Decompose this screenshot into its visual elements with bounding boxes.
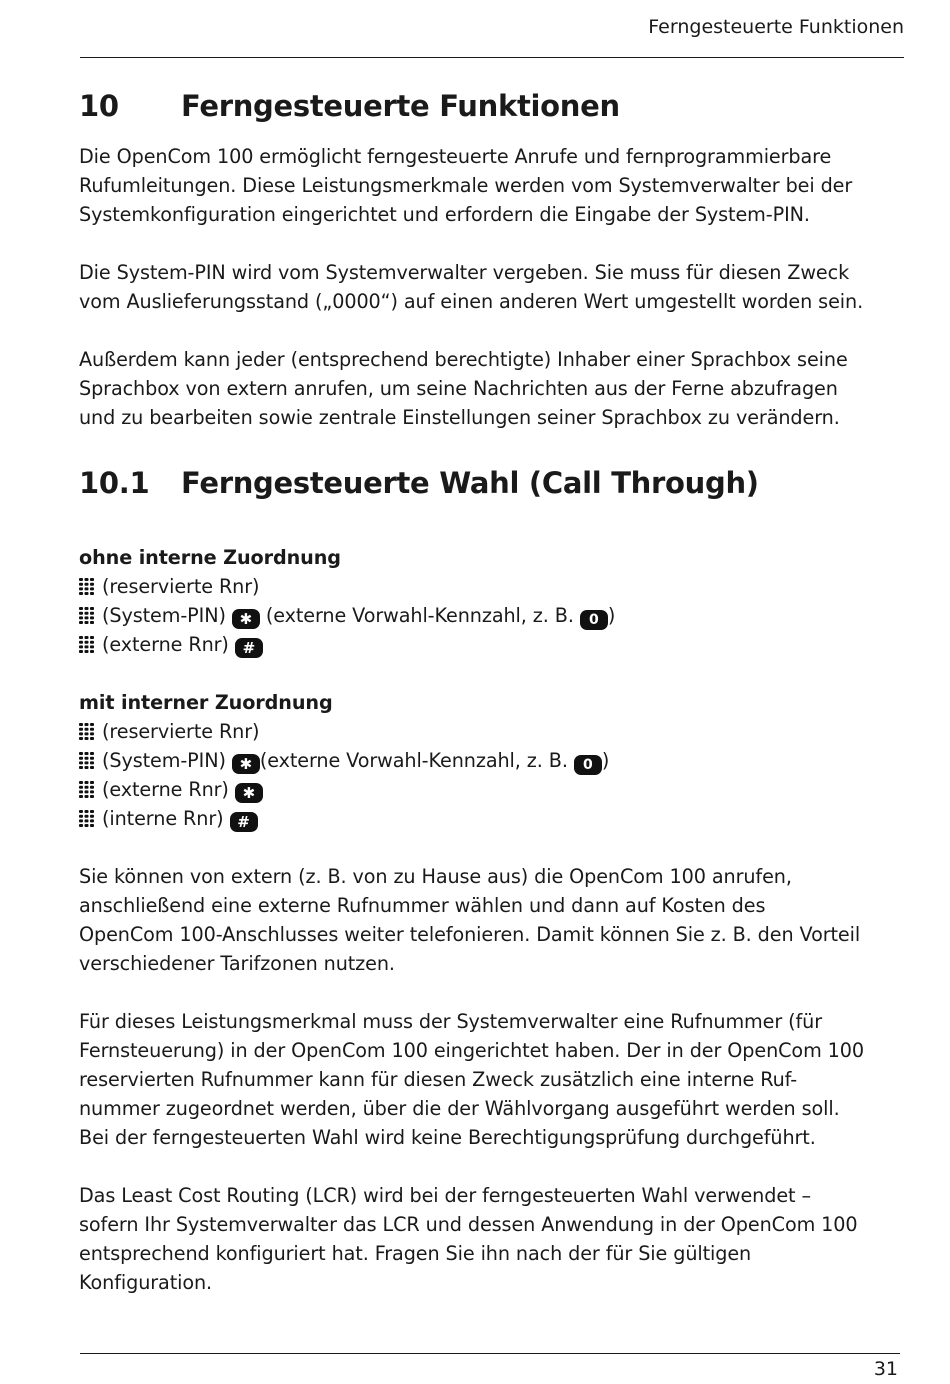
text-line: Für dieses Leistungsmerkmal muss der Systemverwalter eine Rufnummer (für [79, 1010, 823, 1033]
text-line: entsprechend konfiguriert hat. Fragen Sie ihn nach der für Sie gültigen [79, 1242, 752, 1265]
keypad-icon [79, 636, 94, 653]
chapter-paragraph-3 [79, 345, 909, 432]
text-line: Sie können von extern (z. B. von zu Hause aus) die OpenCom 100 anrufen, [79, 865, 792, 888]
dial-text: (reservierte Rnr) [102, 575, 260, 598]
section-number: 10.1 [79, 466, 150, 500]
chapter-number: 10 [79, 89, 119, 123]
zero-key-icon: 0 [574, 755, 602, 775]
text-line: Die System-PIN wird vom Systemverwalter vergeben. Sie muss für diesen Zweck [79, 261, 850, 284]
chapter-title: Ferngesteuerte Funktionen [181, 89, 620, 123]
dial-text: (externe Vorwahl-Kennzahl, z. B. [265, 604, 574, 627]
text-line: Das Least Cost Routing (LCR) wird bei der ferngesteuerten Wahl verwendet – [79, 1184, 811, 1207]
dial-line [79, 630, 909, 659]
text-line: und zu bearbeiten sowie zentrale Einstellungen seiner Sprachbox zu verändern. [79, 406, 840, 429]
dial-text: (externe Vorwahl-Kennzahl, z. B. [259, 749, 568, 772]
block-heading: ohne interne Zuordnung [79, 546, 341, 569]
text-line: vom Auslieferungsstand („0000“) auf einen anderen Wert umgestellt worden sein. [79, 290, 864, 313]
keypad-icon [79, 810, 94, 827]
text-line: reservierten Rufnummer kann für diesen Zweck zusätzlich eine interne Ruf- [79, 1068, 798, 1091]
dial-text: ) [601, 749, 610, 772]
dial-line [79, 717, 909, 746]
dial-text: (System-PIN) [102, 749, 226, 772]
header-rule [80, 57, 904, 58]
section-paragraph-2 [79, 1007, 909, 1152]
chapter-paragraph-1 [79, 142, 909, 229]
dial-text: (reservierte Rnr) [102, 720, 260, 743]
dial-text: (interne Rnr) [102, 807, 224, 830]
text-line: Konfiguration. [79, 1271, 213, 1294]
dial-text: (externe Rnr) [102, 778, 229, 801]
keypad-icon [79, 781, 94, 798]
chapter-heading [79, 84, 909, 128]
keypad-icon [79, 723, 94, 740]
text-line: anschließend eine externe Rufnummer wählen und dann auf Kosten des [79, 894, 766, 917]
text-line: Sprachbox von extern anrufen, um seine Nachrichten aus der Ferne abzufragen [79, 377, 838, 400]
dial-line [79, 572, 909, 601]
star-key-icon: ✱ [232, 609, 260, 629]
block-mit-interner-zuordnung [79, 688, 909, 833]
dial-line [79, 746, 909, 775]
keypad-icon [79, 578, 94, 595]
page-number: 31 [873, 1358, 898, 1380]
section-heading [79, 461, 909, 505]
block-ohne-interne-zuordnung [79, 543, 909, 659]
dial-line [79, 601, 909, 630]
hash-key-icon: # [230, 812, 258, 832]
text-line: sofern Ihr Systemverwalter das LCR und dessen Anwendung in der OpenCom 100 [79, 1213, 858, 1236]
section-paragraph-3 [79, 1181, 909, 1297]
star-key-icon: ✱ [232, 754, 260, 774]
running-header: Ferngesteuerte Funktionen [648, 16, 904, 38]
dial-line [79, 775, 909, 804]
keypad-icon [79, 607, 94, 624]
text-line: Systemkonfiguration eingerichtet und erfordern die Eingabe der System-PIN. [79, 203, 810, 226]
text-line: nummer zugeordnet werden, über die der Wählvorgang ausgeführt werden soll. [79, 1097, 840, 1120]
zero-key-icon: 0 [580, 610, 608, 630]
section-title: Ferngesteuerte Wahl (Call Through) [181, 466, 759, 500]
text-line: verschiedener Tarifzonen nutzen. [79, 952, 395, 975]
dial-line [79, 804, 909, 833]
chapter-paragraph-2 [79, 258, 909, 316]
text-line: Fernsteuerung) in der OpenCom 100 eingerichtet haben. Der in der OpenCom 100 [79, 1039, 864, 1062]
text-line: Außerdem kann jeder (entsprechend berechtigte) Inhaber einer Sprachbox seine [79, 348, 848, 371]
page-content [79, 84, 909, 1326]
dial-text: (externe Rnr) [102, 633, 229, 656]
text-line: Die OpenCom 100 ermöglicht ferngesteuerte Anrufe und fernprogrammierbare [79, 145, 832, 168]
text-line: OpenCom 100-Anschlusses weiter telefonieren. Damit können Sie z. B. den Vorteil [79, 923, 861, 946]
footer-rule [80, 1353, 900, 1354]
keypad-icon [79, 752, 94, 769]
star-key-icon: ✱ [235, 783, 263, 803]
section-paragraph-1 [79, 862, 909, 978]
dial-text: (System-PIN) [102, 604, 226, 627]
text-line: Bei der ferngesteuerten Wahl wird keine Berechtigungsprüfung durchgeführt. [79, 1126, 816, 1149]
text-line: Rufumleitungen. Diese Leistungsmerkmale werden vom Systemverwalter bei der [79, 174, 853, 197]
hash-key-icon: # [235, 638, 263, 658]
dial-text: ) [607, 604, 616, 627]
block-heading: mit interner Zuordnung [79, 691, 333, 714]
